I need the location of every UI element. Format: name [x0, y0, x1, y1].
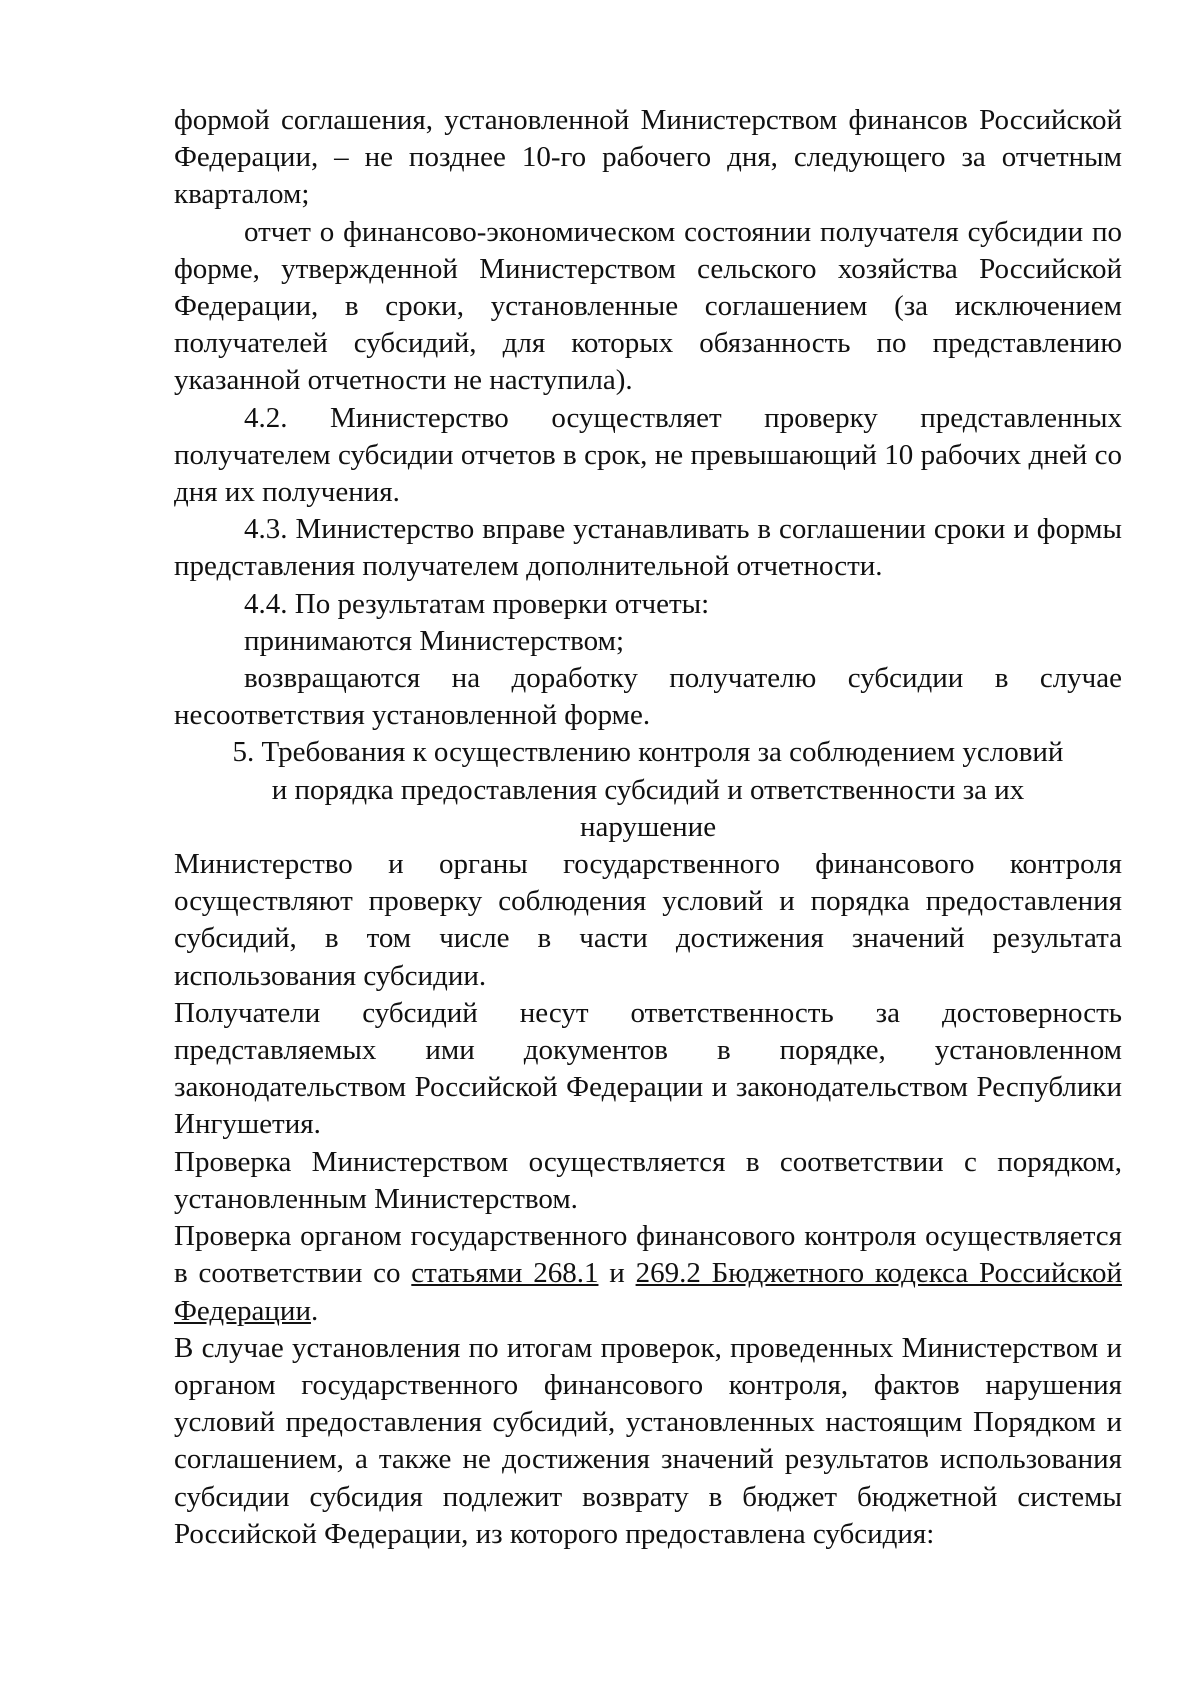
text-line: Федерации, – не позднее 10-го рабочего дня, следующего за отчетным — [174, 141, 1122, 174]
paragraph-returned: возвращаются на доработку получателю субсидии в случае несоответствия установленной форме. — [174, 662, 1122, 732]
text-line: формой соглашения, установленной Министерством финансов Российской — [174, 104, 1122, 136]
heading-line: нарушение — [579, 810, 717, 843]
paragraph-financial-report: отчет о финансово-экономическом состоянии получателя субсидии по форме, утвержденной Министерством сельского хозяйства Российской Федерации, в сроки, установленные соглашением (за исключением получателей субсидий, для которых обязанность по представлению указанной отчетности не наступила). — [174, 215, 1122, 397]
paragraph-4-4: 4.4. По результатам проверки отчеты: — [244, 587, 710, 620]
paragraph-responsibility: Получатели субсидий несут ответственность за достоверность представляемых ими документов в порядке, установленном законодательством Российской Федерации и законодательством Республики Ингушетия. — [174, 996, 1122, 1141]
paragraph-ministry-check: Проверка Министерством осуществляется в соответствии с порядком, установленным Министерством. — [174, 1145, 1122, 1215]
paragraph-4-3: 4.3. Министерство вправе устанавливать в соглашении сроки и формы представления получателем дополнительной отчетности. — [174, 513, 1122, 583]
paragraph-agreement-form — [174, 102, 1122, 214]
heading-line: и порядка предоставления субсидий и ответственности за их — [271, 773, 1025, 806]
link-articles-268-1[interactable]: статьями 268.1 — [411, 1257, 599, 1290]
text-line: кварталом; — [174, 178, 310, 211]
paragraph-accepted: принимаются Министерством; — [244, 624, 625, 657]
link-article-269-2-budget-code[interactable]: 269.2 Бюджетного кодекса Российской Федерации — [174, 1257, 1122, 1327]
paragraph-violation-refund: В случае установления по итогам проверок, проведенных Министерством и органом государственного финансового контроля, фактов нарушения условий предоставления субсидий, установленных настоящим Порядком и соглашением, а также не достижения значений результатов использования субсидии субсидия подлежит возврату в бюджет бюджетной системы Российской Федерации, из которого предоставлена субсидия: — [174, 1331, 1122, 1550]
section-5-heading — [174, 734, 1122, 846]
heading-line: 5. Требования к осуществлению контроля за соблюдением условий — [232, 736, 1064, 769]
document-page — [174, 102, 1122, 1553]
text-span: Проверка органом государственного финансового контроля осуществляется в соответствии со — [174, 1220, 1122, 1290]
paragraph-financial-control-check — [174, 1218, 1122, 1330]
text-span: . — [310, 1294, 319, 1327]
paragraph-4-2: 4.2. Министерство осуществляет проверку представленных получателем субсидии отчетов в срок, не превышающий 10 рабочих дней со дня их получения. — [174, 401, 1122, 509]
paragraph-control-check: Министерство и органы государственного финансового контроля осуществляют проверку соблюдения условий и порядка предоставления субсидий, в том числе в части достижения значений результата использования субсидии. — [174, 848, 1122, 992]
text-span: и — [598, 1257, 636, 1290]
